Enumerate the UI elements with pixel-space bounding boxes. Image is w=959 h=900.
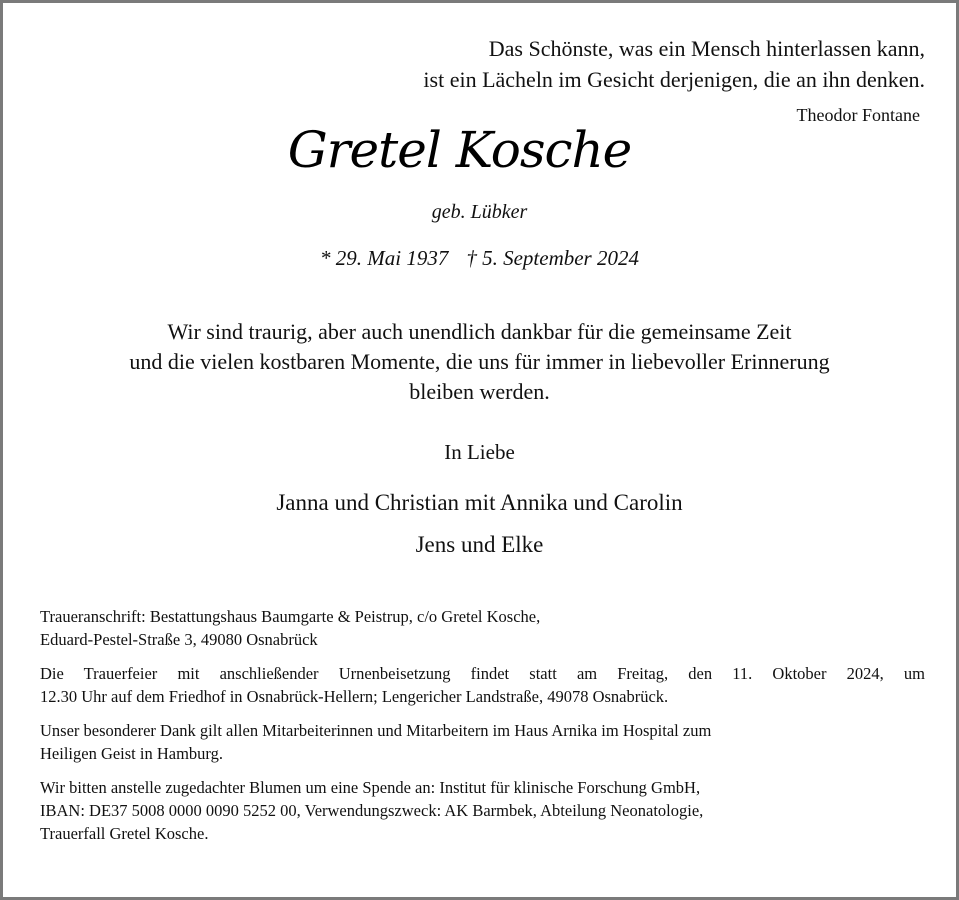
message-line: und die vielen kostbaren Momente, die uns für immer in liebevoller Erinnerung [129, 349, 830, 374]
ceremony-line: 12.30 Uhr auf dem Friedhof in Osnabrück-Hellern; Lengericher Landstraße, 49078 Osnabrück. [40, 687, 669, 706]
birth-name: geb. Lübker [431, 201, 528, 223]
life-dates [3, 246, 956, 271]
donation-line: Trauerfall Gretel Kosche. [40, 824, 209, 843]
address-line: Eduard-Pestel-Straße 3, 49080 Osnabrück [40, 630, 318, 649]
donation-line: Wir bitten anstelle zugedachter Blumen um eine Spende an: Institut für klinische Forschung GmbH, [40, 778, 701, 797]
deceased-name: Gretel Kosche [287, 121, 632, 179]
death-date: † 5. September 2024 [466, 246, 639, 270]
footer-info [40, 605, 925, 856]
mourning-address [40, 605, 925, 651]
quote-line: ist ein Lächeln im Gesicht derjenigen, die an ihn denken. [423, 67, 925, 92]
deceased-name-row [3, 121, 956, 179]
family-line: Jens und Elke [415, 532, 544, 557]
mourning-message [43, 317, 916, 407]
ceremony-info [40, 662, 925, 708]
ceremony-line: Die Trauerfeier mit anschließender Urnenbeisetzung findet statt am Freitag, den 11. Oktober 2024, um [40, 664, 925, 683]
quote-line: Das Schönste, was ein Mensch hinterlassen kann, [488, 36, 925, 61]
birth-date: * 29. Mai 1937 [320, 246, 449, 270]
message-line: bleiben werden. [409, 379, 550, 404]
thanks-line: Heiligen Geist in Hamburg. [40, 744, 223, 763]
donation-line: IBAN: DE37 5008 0000 0090 5252 00, Verwendungszweck: AK Barmbek, Abteilung Neonatologie, [40, 801, 704, 820]
message-line: Wir sind traurig, aber auch unendlich dankbar für die gemeinsame Zeit [167, 319, 792, 344]
family-names [3, 482, 956, 566]
address-line: Traueranschrift: Bestattungshaus Baumgarte & Peistrup, c/o Gretel Kosche, [40, 607, 541, 626]
thanks-info [40, 719, 925, 765]
quote [303, 33, 925, 95]
quote-author: Theodor Fontane [796, 105, 920, 125]
thanks-line: Unser besonderer Dank gilt allen Mitarbeiterinnen und Mitarbeitern im Haus Arnika im Hospital zum [40, 721, 712, 740]
family-line: Janna und Christian mit Annika und Carolin [276, 490, 683, 515]
donation-info [40, 776, 925, 845]
closing-words: In Liebe [444, 440, 515, 464]
